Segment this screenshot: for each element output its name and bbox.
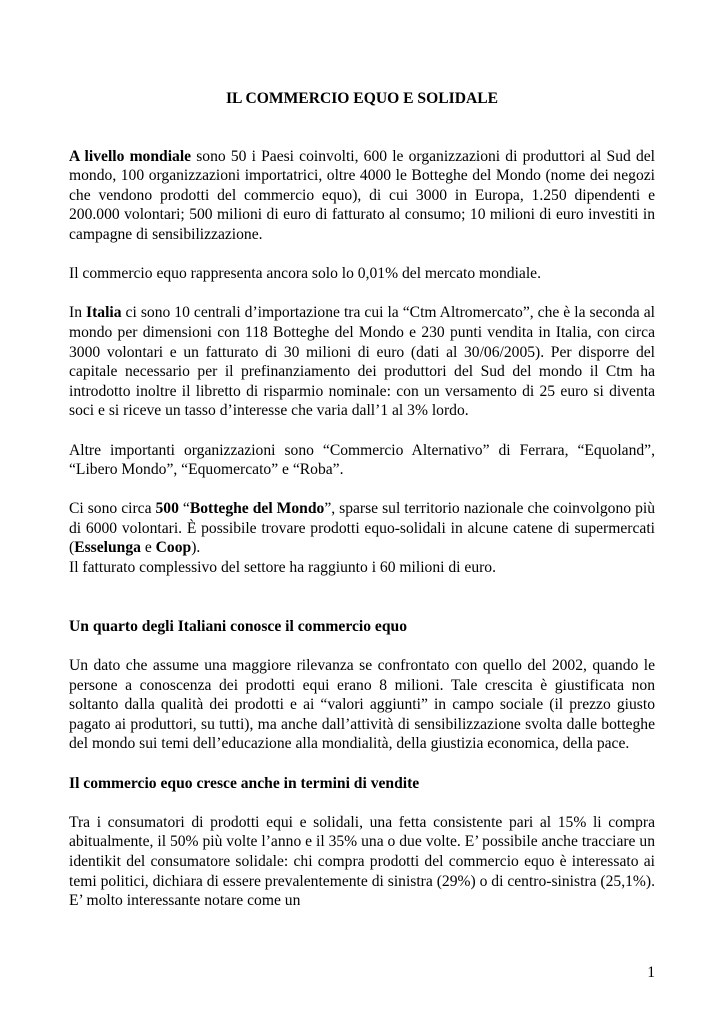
paragraph-botteghe-e: ”, sparse sul territorio nazionale che coinvolgono più di 6000 volontari. È possibile trovare prodotti equo-solidali in alcune catene di supermercati ( [69, 500, 656, 557]
paragraph-worldwide-lead: A livello mondiale [69, 147, 192, 165]
paragraph-botteghe-i: ). [191, 539, 201, 557]
paragraph-botteghe-name: Botteghe del Mondo [189, 500, 325, 518]
section-heading-awareness: Un quarto degli Italiani conosce il commercio equo [69, 617, 407, 635]
paragraph-botteghe-g: e [140, 539, 156, 557]
paragraph-botteghe [69, 499, 655, 558]
paragraph-botteghe-coop: Coop [155, 539, 192, 557]
paragraph-botteghe-count: 500 [155, 500, 179, 518]
paragraph-botteghe-c: “ [178, 500, 190, 518]
document-title: IL COMMERCIO EQUO E SOLIDALE [225, 90, 499, 107]
paragraph-worldwide [69, 147, 655, 245]
paragraph-organizations: Altre importanti organizzazioni sono “Commercio Alternativo” di Ferrara, “Equoland”, “Libero Mondo”, “Equomercato” e “Roba”. [69, 441, 655, 479]
section-heading-sales: Il commercio equo cresce anche in termini di vendite [69, 774, 420, 792]
paragraph-botteghe-esselunga: Esselunga [74, 539, 141, 557]
paragraph-italy-text: ci sono 10 centrali d’importazione tra cui la “Ctm Altromercato”, che è la seconda al mondo per dimensioni con 118 Botteghe del Mondo e 230 punti vendita in Italia, con circa 3000 volontari e un fatturato di 30 milioni di euro (dati al 30/06/2005). Per disporre del capitale necessario per il prefinanziamento dei produttori del Sud del mondo il Ctm ha introdotto inoltre il libretto di risparmio nominale: con un versamento di 25 euro si diventa soci e si riceve un tasso d’interesse che varia dall’1 al 3% lordo. [69, 304, 655, 420]
section-spacer [69, 597, 655, 617]
paragraph-worldwide-text: sono 50 i Paesi coinvolti, 600 le organizzazioni di produttori al Sud del mondo, 100 organizzazioni importatrici, oltre 4000 le Botteghe del Mondo (nome dei negozi che vendono prodotti del commercio equo), di cui 3000 in Europa, 1.250 dipendenti e 200.000 volontari; 500 milioni di euro di fatturato al consumo; 10 milioni di euro investiti in campagne di sensibilizzazione. [69, 147, 655, 243]
paragraph-italy-pre: In [69, 304, 87, 322]
paragraph-turnover: Il fatturato complessivo del settore ha raggiunto i 60 milioni di euro. [69, 559, 497, 577]
paragraph-consumers: Tra i consumatori di prodotti equi e solidali, una fetta consistente pari al 15% li compra abitualmente, il 50% più volte l’anno e il 35% una o due volte. E’ possibile anche tracciare un identikit del consumatore solidale: chi compra prodotti del commercio equo è interessato ai temi politici, dichiara di essere prevalentemente di sinistra (29%) o di centro-sinistra (25,1%). E’ molto interessante notare come un [69, 813, 655, 910]
paragraph-botteghe-a: Ci sono circa [69, 500, 156, 518]
paragraph-italy-bold: Italia [86, 304, 122, 322]
document-body [69, 89, 655, 930]
page-number: 1 [647, 964, 655, 981]
paragraph-italy [69, 303, 655, 421]
paragraph-market-share: Il commercio equo rappresenta ancora solo lo 0,01% del mercato mondiale. [69, 265, 541, 283]
paragraph-awareness: Un dato che assume una maggiore rilevanza se confrontato con quello del 2002, quando le persone a conoscenza dei prodotti equi erano 8 milioni. Tale crescita è giustificata non soltanto dalla qualità dei prodotti e ai “valori aggiunti” in campo sociale (il prezzo giusto pagato ai produttori, su tutti), ma anche dall’attività di sensibilizzazione svolta dalle botteghe del mondo sui temi dell’educazione alla mondialità, della giustizia economica, della pace. [69, 657, 655, 753]
